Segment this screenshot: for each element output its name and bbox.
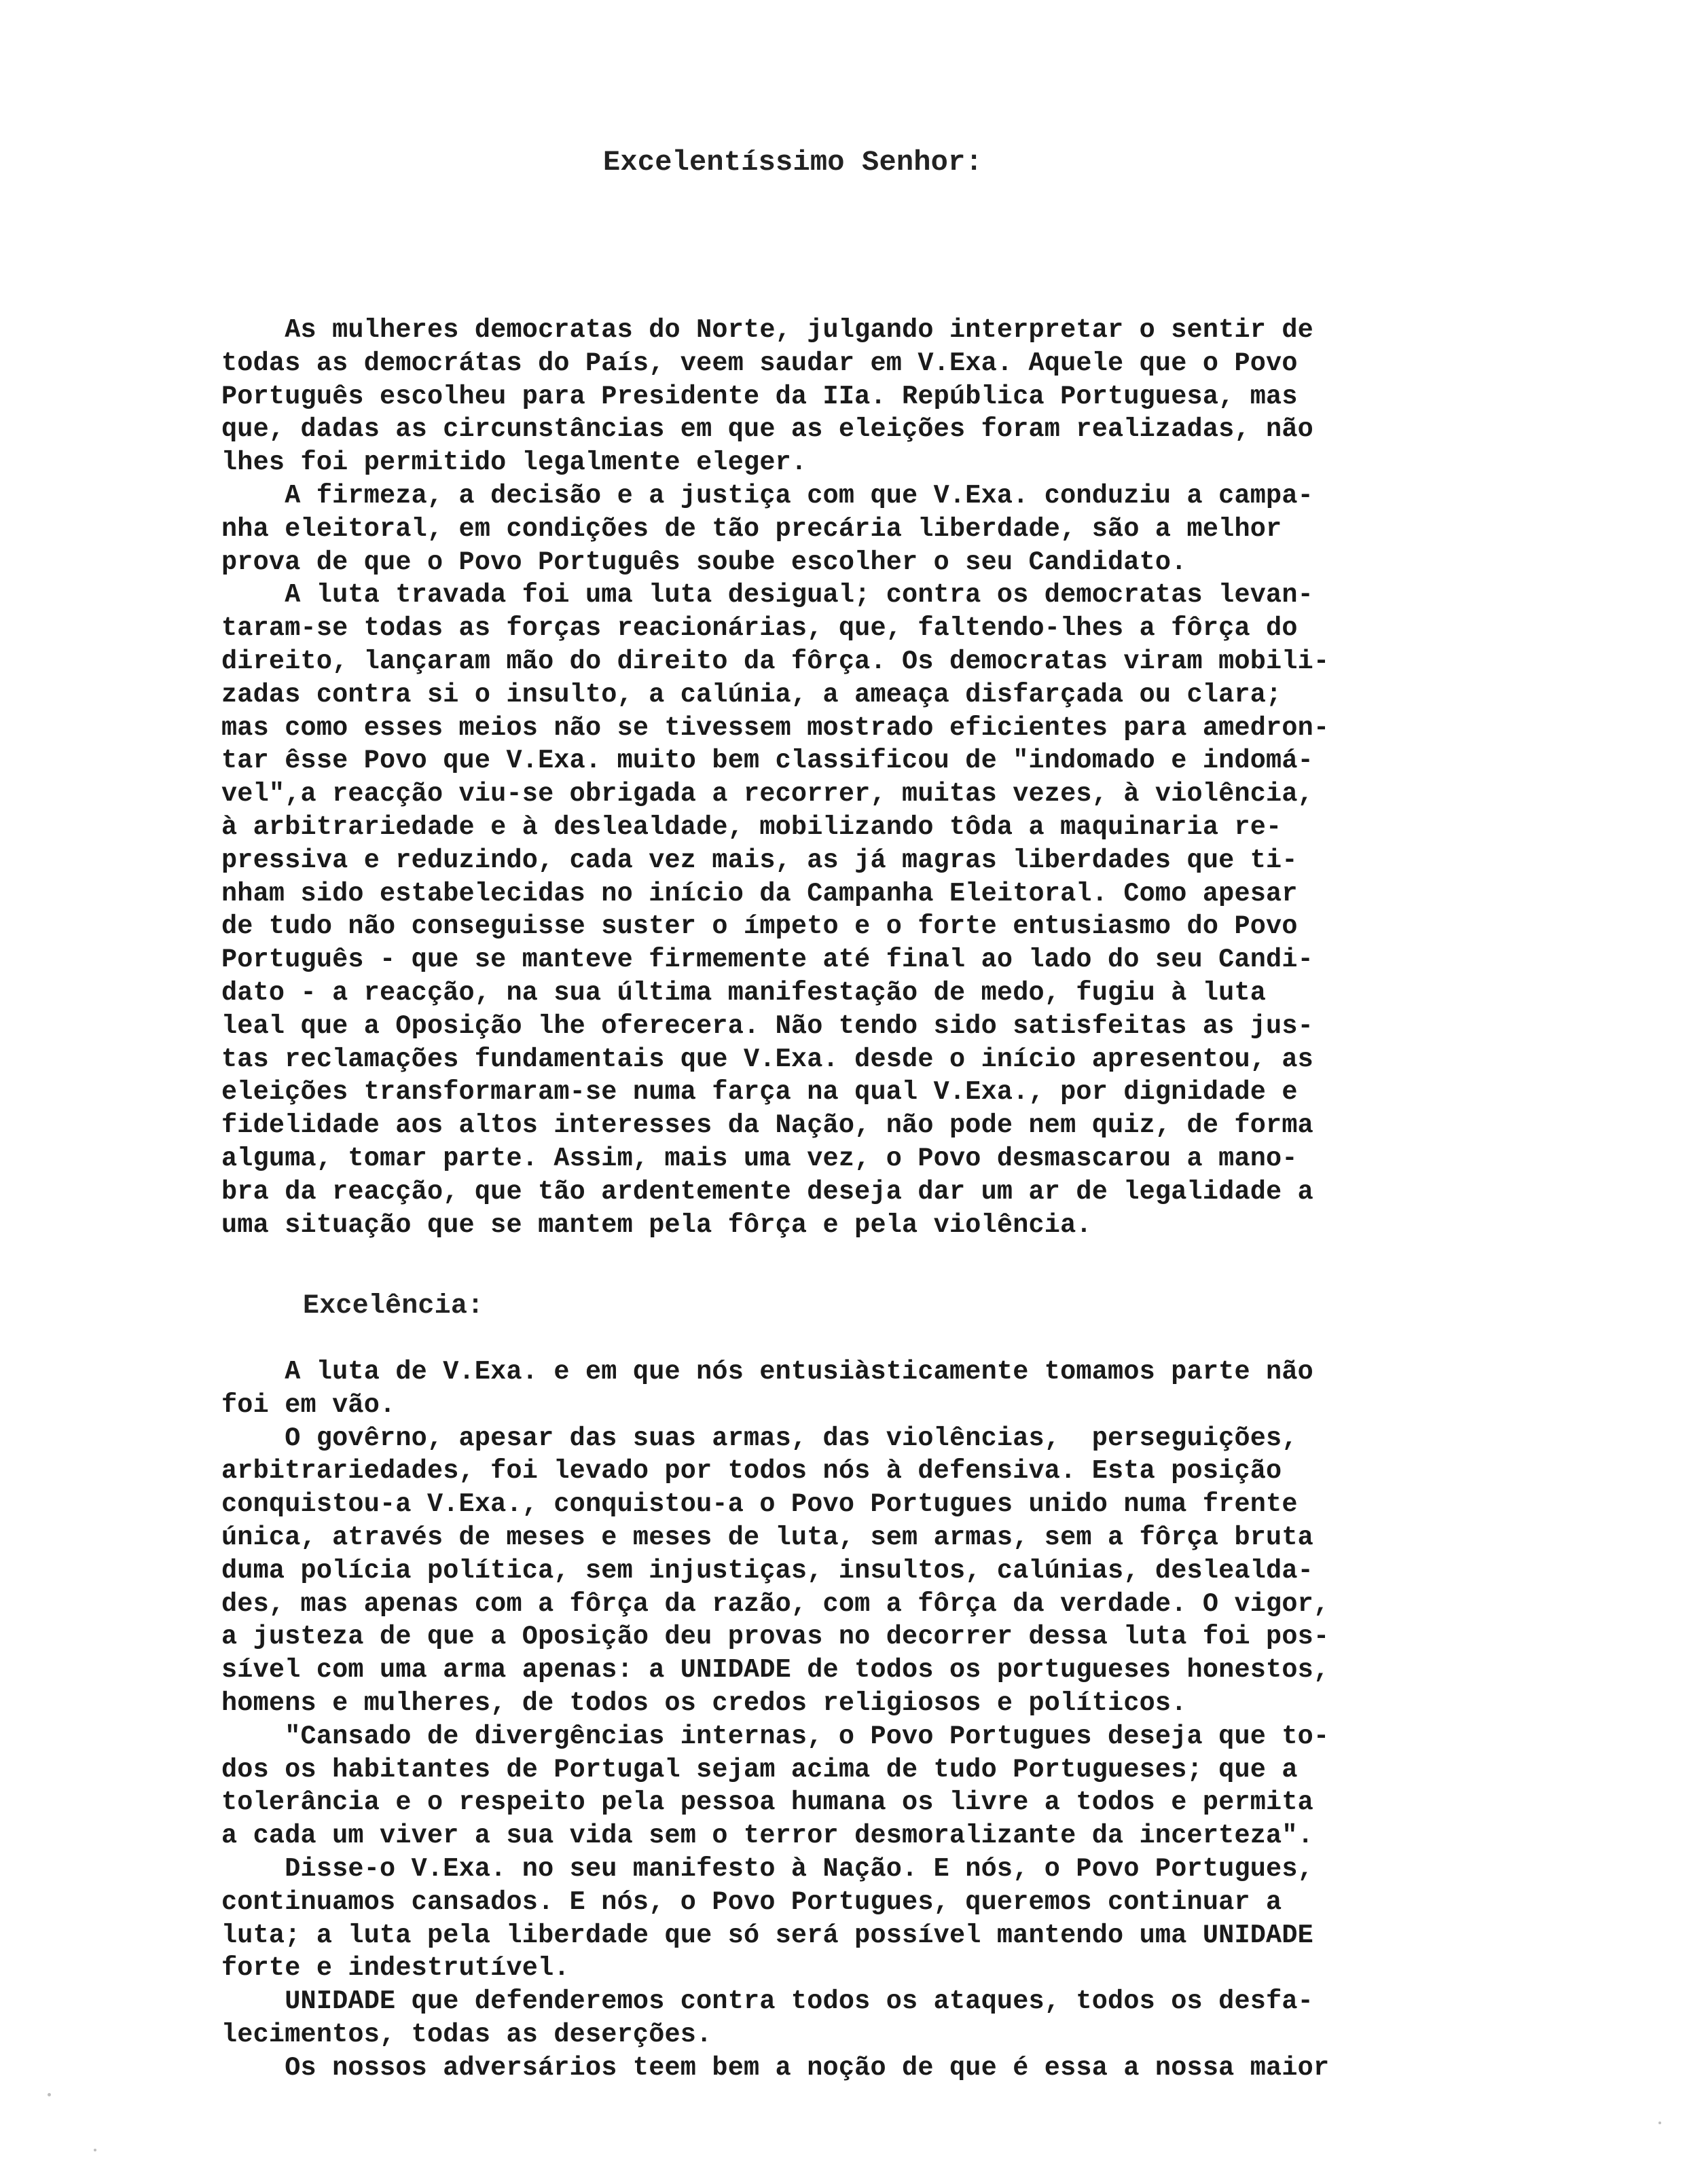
text-line: que, dadas as circunstâncias em que as eleições foram realizadas, não — [221, 414, 1313, 445]
paper-speck — [1658, 2122, 1661, 2124]
text-line: à arbitrariedade e à deslealdade, mobilizando tôda a maquinaria re- — [221, 812, 1282, 842]
text-line: O govêrno, apesar das suas armas, das violências, perseguições, — [221, 1423, 1298, 1453]
paper-speck — [94, 2149, 96, 2151]
text-line: A firmeza, a decisão e a justiça com que V.Exa. conduziu a campa- — [221, 480, 1313, 511]
text-line: Português - que se manteve firmemente até final ao lado do seu Candi- — [221, 945, 1313, 975]
text-line: vel",a reacção viu-se obrigada a recorrer, muitas vezes, à violência, — [221, 779, 1313, 809]
text-line: continuamos cansados. E nós, o Povo Portugues, queremos continuar a — [221, 1887, 1282, 1917]
letter-body-paragraphs-2 — [221, 1355, 1668, 2085]
text-line: forte e indestrutível. — [221, 1953, 570, 1984]
text-line: todas as democrátas do País, veem saudar em V.Exa. Aquele que o Povo — [221, 348, 1298, 378]
text-line: A luta travada foi uma luta desigual; contra os democratas levan- — [221, 580, 1313, 611]
text-line: nham sido estabelecidas no início da Campanha Eleitoral. Como apesar — [221, 878, 1298, 909]
text-line: homens e mulheres, de todos os credos religiosos e políticos. — [221, 1688, 1187, 1718]
text-line: foi em vão. — [221, 1389, 396, 1420]
text-line: prova de que o Povo Português soube escolher o seu Candidato. — [221, 547, 1187, 577]
text-line: zadas contra si o insulto, a calúnia, a ameaça disfarçada ou clara; — [221, 679, 1282, 710]
letter-salutation: Excelentíssimo Senhor: — [603, 146, 983, 179]
text-line: arbitrariedades, foi levado por todos nós à defensiva. Esta posição — [221, 1456, 1282, 1487]
text-line: fidelidade aos altos interesses da Nação, não pode nem quiz, de forma — [221, 1110, 1313, 1141]
section-heading: Excelência: — [303, 1291, 484, 1322]
text-line: Disse-o V.Exa. no seu manifesto à Nação. E nós, o Povo Portugues, — [221, 1853, 1313, 1884]
text-line: "Cansado de divergências internas, o Povo Portugues deseja que to- — [221, 1721, 1330, 1751]
text-line: A luta de V.Exa. e em que nós entusiàsticamente tomamos parte não — [221, 1357, 1313, 1387]
text-line: tas reclamações fundamentais que V.Exa. desde o início apresentou, as — [221, 1044, 1313, 1074]
letter-body-paragraphs-1 — [221, 314, 1668, 1241]
text-line: pressiva e reduzindo, cada vez mais, as já magras liberdades que ti- — [221, 845, 1298, 875]
text-line: mas como esses meios não se tivessem mostrado eficientes para amedron- — [221, 712, 1330, 743]
text-line: nha eleitoral, em condições de tão precária liberdade, são a melhor — [221, 513, 1282, 544]
text-line: As mulheres democratas do Norte, julgando interpretar o sentir de — [221, 315, 1313, 345]
text-line: lecimentos, todas as deserções. — [221, 2019, 712, 2050]
text-line: bra da reacção, que tão ardentemente deseja dar um ar de legalidade a — [221, 1176, 1313, 1207]
text-line: dos os habitantes de Portugal sejam acima de tudo Portugueses; que a — [221, 1754, 1298, 1785]
text-line: eleições transformaram-se numa farça na qual V.Exa., por dignidade e — [221, 1077, 1298, 1108]
text-line: des, mas apenas com a fôrça da razão, com a fôrça da verdade. O vigor, — [221, 1588, 1330, 1619]
text-line: única, através de meses e meses de luta, sem armas, sem a fôrça bruta — [221, 1522, 1313, 1552]
text-line: tolerância e o respeito pela pessoa humana os livre a todos e permita — [221, 1787, 1313, 1818]
text-line: tar êsse Povo que V.Exa. muito bem classificou de "indomado e indomá- — [221, 746, 1313, 776]
paper-speck — [48, 2093, 51, 2096]
text-line: conquistou-a V.Exa., conquistou-a o Povo Portugues unido numa frente — [221, 1489, 1298, 1520]
text-line: Português escolheu para Presidente da IIa. República Portuguesa, mas — [221, 381, 1298, 412]
text-line: a cada um viver a sua vida sem o terror desmoralizante da incerteza". — [221, 1821, 1313, 1851]
text-line: luta; a luta pela liberdade que só será possível mantendo uma UNIDADE — [221, 1920, 1313, 1950]
text-line: lhes foi permitido legalmente eleger. — [221, 448, 807, 478]
text-line: leal que a Oposição lhe oferecera. Não tendo sido satisfeitas as jus- — [221, 1011, 1313, 1041]
text-line: sível com uma arma apenas: a UNIDADE de todos os portugueses honestos, — [221, 1655, 1330, 1686]
text-line: duma polícia política, sem injustiças, insultos, calúnias, deslealda- — [221, 1555, 1313, 1586]
text-line: taram-se todas as forças reacionárias, que, faltendo-lhes a fôrça do — [221, 613, 1298, 644]
text-line: alguma, tomar parte. Assim, mais uma vez, o Povo desmascarou a mano- — [221, 1143, 1298, 1173]
text-line: Os nossos adversários teem bem a noção de que é essa a nossa maior — [221, 2052, 1330, 2083]
text-line: uma situação que se mantem pela fôrça e pela violência. — [221, 1209, 1092, 1240]
text-line: dato - a reacção, na sua última manifestação de medo, fugiu à luta — [221, 977, 1267, 1008]
text-line: de tudo não conseguisse suster o ímpeto e o forte entusiasmo do Povo — [221, 911, 1298, 942]
text-line: direito, lançaram mão do direito da fôrça. Os democratas viram mobili- — [221, 646, 1330, 676]
text-line: a justeza de que a Oposição deu provas no decorrer dessa luta foi pos- — [221, 1622, 1330, 1652]
text-line: UNIDADE que defenderemos contra todos os ataques, todos os desfa- — [221, 1986, 1313, 2017]
